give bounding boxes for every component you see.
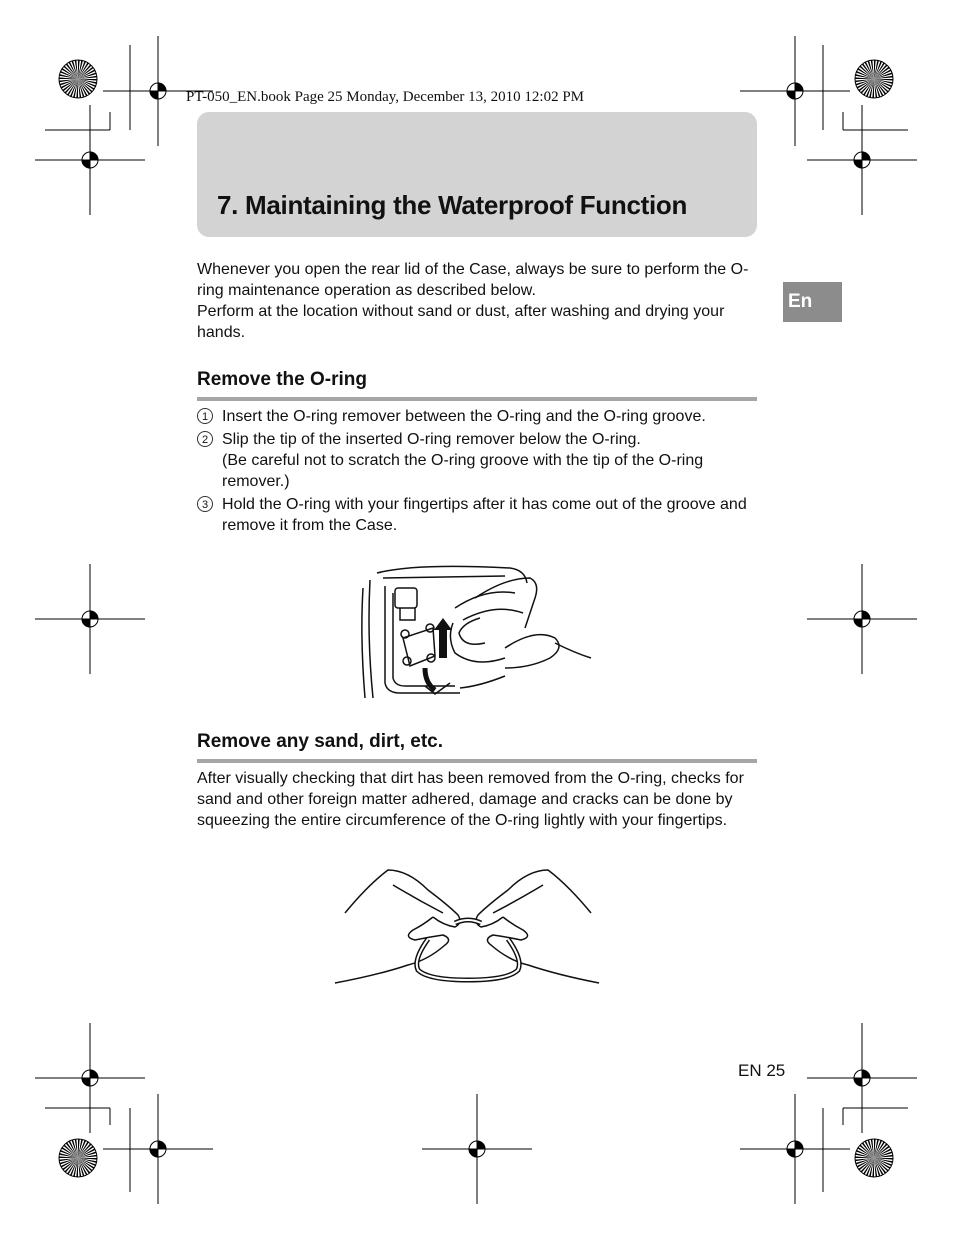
intro-line1: Whenever you open the rear lid of the Case, always be sure to perform the O-ring maintenance operation as described below. [197,261,749,299]
intro-line2: Perform at the location without sand or dust, after washing and drying your hands. [197,303,725,341]
crosshair-mark [807,564,917,674]
section-heading-remove [197,369,757,401]
step-item [197,406,762,427]
crosshair-mark [103,1094,213,1204]
step-list [197,406,762,538]
starburst-mark [855,1139,893,1177]
crosshair-mark [35,1023,145,1133]
oring-removal-illustration [355,558,595,703]
section-heading-sand [197,731,757,763]
starburst-mark [855,60,893,98]
sand-text-block [197,768,762,831]
oring-squeeze-illustration [333,865,603,990]
step-note: (Be careful not to scratch the O-ring groove with the tip of the O-ring remover.) [222,452,704,490]
step-item [197,429,762,492]
step-number: 2 [197,431,213,447]
step-number: 1 [197,408,213,424]
page-title: 7. Maintaining the Waterproof Function [217,190,688,220]
crosshair-mark [35,564,145,674]
intro-text [197,259,762,343]
heading-remove-sand: Remove any sand, dirt, etc. [197,731,757,763]
step-item [197,494,762,536]
page-number: EN 25 [738,1061,786,1080]
step-text: Insert the O-ring remover between the O-ring and the O-ring groove. [222,408,706,425]
starburst-mark [59,1139,97,1177]
crosshair-mark [422,1094,532,1204]
sand-paragraph: After visually checking that dirt has been removed from the O-ring, checks for sand and other foreign matter adhered, damage and cracks can be done by squeezing the entire circumference of the O-ring lightly with your fingertips. [197,770,744,829]
crosshair-mark [740,1094,850,1204]
step-text: Slip the tip of the inserted O-ring remover below the O-ring. [222,431,641,448]
step-text: Hold the O-ring with your fingertips after it has come out of the groove and remove it from the Case. [222,496,747,534]
title-banner [197,112,757,237]
language-tab: En [783,282,842,322]
starburst-mark [59,60,97,98]
step-number: 3 [197,496,213,512]
crosshair-mark [35,105,145,215]
heading-remove-oring: Remove the O-ring [197,369,757,401]
print-info: PT-050_EN.book Page 25 Monday, December 13, 2010 12:02 PM [186,89,585,105]
